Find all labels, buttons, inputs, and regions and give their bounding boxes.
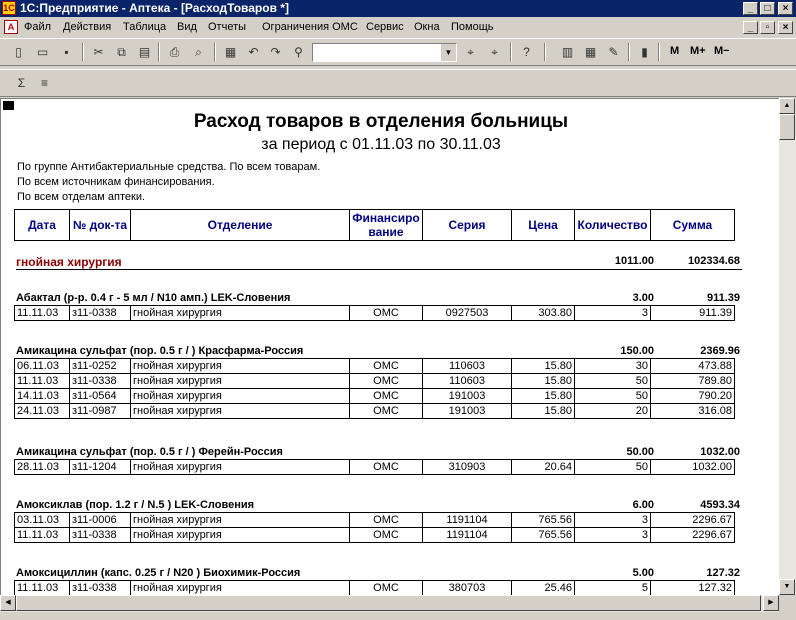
product-total-qty: 6.00: [632, 499, 654, 511]
cell-date: 03.11.03: [15, 513, 70, 528]
cell-doc: з11-0338: [70, 374, 131, 389]
open-folder-icon[interactable]: ▭: [36, 45, 49, 59]
cell-financing: ОМС: [350, 306, 423, 321]
table-row[interactable]: [15, 359, 735, 374]
product-group-header: [16, 345, 742, 359]
product-rows-table: [14, 580, 735, 595]
chevron-down-icon[interactable]: ▼: [440, 44, 456, 61]
cell-qty: 50: [575, 374, 651, 389]
redo-icon[interactable]: ↷: [270, 45, 281, 59]
report-period: за период с 01.11.03 по 30.11.03: [261, 136, 501, 153]
cell-series: 310903: [423, 460, 512, 475]
cell-dept: гнойная хирургия: [131, 528, 350, 543]
cell-financing: ОМС: [350, 389, 423, 404]
table-row[interactable]: [15, 581, 735, 596]
cell-series: 0927503: [423, 306, 512, 321]
product-group-header: [16, 446, 742, 460]
cell-price: 15.80: [512, 389, 575, 404]
cell-qty: 50: [575, 460, 651, 475]
col-header-doc: № док-та: [70, 210, 131, 241]
product-name: Амоксиклав (пор. 1.2 г / N.5 ) LEK-Словения: [16, 499, 255, 511]
scroll-left-icon[interactable]: ◀: [0, 595, 16, 611]
toolbar-separator: [544, 43, 546, 61]
doc-minimize-button[interactable]: _: [743, 21, 758, 34]
title-bar: [0, 0, 796, 17]
cell-date: 11.11.03: [15, 374, 70, 389]
cell-dept: гнойная хирургия: [131, 513, 350, 528]
cell-date: 06.11.03: [15, 359, 70, 374]
report-note: По всем отделам аптеки.: [17, 191, 146, 203]
cell-series: 191003: [423, 404, 512, 419]
col-header-financing-line1: Финансиро: [352, 211, 420, 225]
cell-dept: гнойная хирургия: [131, 389, 350, 404]
main-toolbar: [0, 38, 796, 66]
sum-icon[interactable]: Σ: [17, 76, 26, 90]
scroll-up-icon[interactable]: ▲: [779, 98, 795, 114]
product-total-sum: 127.32: [706, 567, 740, 579]
horizontal-scroll-thumb[interactable]: [16, 595, 761, 611]
cell-qty: 3: [575, 528, 651, 543]
cell-qty: 3: [575, 306, 651, 321]
window-title: 1С:Предприятие - Аптека - [РасходТоваров *]: [20, 1, 289, 15]
cell-price: 20.64: [512, 460, 575, 475]
product-rows-table: [14, 459, 735, 475]
department-sum: 102334.68: [688, 255, 740, 267]
cell-dept: гнойная хирургия: [131, 581, 350, 596]
cell-doc: з11-1204: [70, 460, 131, 475]
product-name: Амоксициллин (капс. 0.25 г / N20 ) Биохимик-Россия: [16, 567, 301, 579]
product-group-header: [16, 499, 742, 513]
menu-actions[interactable]: Действия: [63, 21, 112, 33]
cell-sum: 2296.67: [651, 513, 735, 528]
minimize-button[interactable]: _: [743, 2, 758, 15]
product-total-sum: 911.39: [706, 292, 740, 304]
cell-sum: 2296.67: [651, 528, 735, 543]
cell-qty: 20: [575, 404, 651, 419]
cell-date: 11.11.03: [15, 306, 70, 321]
table-row[interactable]: [15, 374, 735, 389]
app-logo-icon[interactable]: 1С: [3, 3, 15, 13]
cell-qty: 3: [575, 513, 651, 528]
cell-date: 11.11.03: [15, 528, 70, 543]
toolbar-separator: [628, 43, 630, 61]
close-button[interactable]: ×: [778, 2, 793, 15]
vertical-scroll-thumb[interactable]: [779, 114, 795, 140]
search-combobox[interactable]: [312, 43, 457, 62]
calculator-small-icon[interactable]: ▦: [584, 45, 597, 59]
menu-bar: [0, 18, 796, 37]
cell-sum: 789.80: [651, 374, 735, 389]
col-header-series: Серия: [423, 210, 512, 241]
maximize-button[interactable]: □: [760, 2, 775, 15]
report-title: Расход товаров в отделения больницы: [193, 111, 569, 132]
menu-reports[interactable]: Отчеты: [208, 21, 247, 33]
cell-financing: ОМС: [350, 581, 423, 596]
cell-financing: ОМС: [350, 460, 423, 475]
toolbar-separator: [158, 43, 160, 61]
table-row[interactable]: [15, 306, 735, 321]
cell-financing: ОМС: [350, 528, 423, 543]
product-total-qty: 50.00: [626, 446, 654, 458]
menu-oms-limits[interactable]: Ограничения ОМС: [262, 21, 358, 33]
cell-price: 765.56: [512, 528, 575, 543]
cell-price: 765.56: [512, 513, 575, 528]
cell-financing: ОМС: [350, 404, 423, 419]
menu-table[interactable]: Таблица: [123, 21, 167, 33]
horizontal-scrollbar[interactable]: [0, 595, 779, 612]
cell-financing: ОМС: [350, 359, 423, 374]
table-row[interactable]: [15, 389, 735, 404]
coins-icon[interactable]: ≡: [40, 76, 48, 90]
cell-series: 380703: [423, 581, 512, 596]
cell-series: 110603: [423, 359, 512, 374]
product-total-qty: 150.00: [620, 345, 654, 357]
doc-restore-button[interactable]: ▫: [760, 21, 775, 34]
cell-dept: гнойная хирургия: [131, 404, 350, 419]
toolbar-separator: [510, 43, 512, 61]
table-corner-marker[interactable]: [3, 101, 14, 110]
paste-icon[interactable]: ▤: [138, 45, 151, 59]
book-icon[interactable]: ▮: [641, 45, 648, 59]
cell-price: 15.80: [512, 374, 575, 389]
memory-plus-button[interactable]: M+: [690, 45, 706, 57]
vertical-scrollbar[interactable]: [779, 98, 796, 595]
cell-date: 24.11.03: [15, 404, 70, 419]
toolbar-separator: [214, 43, 216, 61]
menu-service[interactable]: Сервис: [366, 21, 404, 33]
table-row[interactable]: [15, 460, 735, 475]
print-preview-icon[interactable]: ⌕: [195, 45, 202, 59]
cell-doc: з11-0564: [70, 389, 131, 404]
product-total-sum: 1032.00: [700, 446, 740, 458]
cell-sum: 127.32: [651, 581, 735, 596]
department-name: гнойная хирургия: [16, 255, 122, 269]
toolbar-separator: [82, 43, 84, 61]
edit-icon[interactable]: ✎: [608, 45, 619, 59]
product-rows-table: [14, 358, 735, 419]
product-rows-table: [14, 305, 735, 321]
cell-qty: 5: [575, 581, 651, 596]
report-header-table: [14, 209, 735, 241]
cell-dept: гнойная хирургия: [131, 306, 350, 321]
cell-qty: 50: [575, 389, 651, 404]
cell-price: 303.80: [512, 306, 575, 321]
find-next-icon[interactable]: ⌖: [467, 45, 474, 59]
cell-price: 15.80: [512, 404, 575, 419]
undo-icon[interactable]: ↶: [248, 45, 259, 59]
product-name: Амикацина сульфат (пор. 0.5 г / ) Красфарма-Россия: [16, 345, 304, 357]
cell-doc: з11-0338: [70, 528, 131, 543]
product-group-header: [16, 567, 742, 581]
department-total-row: [16, 255, 742, 270]
cell-date: 11.11.03: [15, 581, 70, 596]
report-note: По всем источникам финансирования.: [17, 176, 215, 188]
col-header-qty: Количество: [575, 210, 651, 241]
memory-button[interactable]: M: [670, 45, 680, 57]
cell-dept: гнойная хирургия: [131, 374, 350, 389]
calendar-icon[interactable]: ▥: [561, 45, 574, 59]
cell-dept: гнойная хирургия: [131, 460, 350, 475]
col-header-date: Дата: [15, 210, 70, 241]
col-header-price: Цена: [512, 210, 575, 241]
cell-price: 15.80: [512, 359, 575, 374]
cell-qty: 30: [575, 359, 651, 374]
cell-sum: 790.20: [651, 389, 735, 404]
secondary-toolbar: [0, 69, 796, 97]
cell-financing: ОМС: [350, 513, 423, 528]
cell-series: 1191104: [423, 513, 512, 528]
department-qty: 1011.00: [614, 255, 654, 267]
calculator-icon[interactable]: ▦: [224, 45, 237, 59]
table-row[interactable]: [15, 513, 735, 528]
menu-view[interactable]: Вид: [177, 21, 197, 33]
product-group-header: [16, 292, 742, 306]
cell-sum: 473.88: [651, 359, 735, 374]
cell-series: 191003: [423, 389, 512, 404]
col-header-dept: Отделение: [131, 210, 350, 241]
cell-series: 1191104: [423, 528, 512, 543]
cell-doc: з11-0987: [70, 404, 131, 419]
product-name: Амикацина сульфат (пор. 0.5 г / ) Ферейн-Россия: [16, 446, 283, 458]
toolbar-separator: [658, 43, 660, 61]
cell-doc: з11-0338: [70, 306, 131, 321]
doc-close-button[interactable]: ×: [778, 21, 793, 34]
cell-price: 25.46: [512, 581, 575, 596]
help-icon[interactable]: ?: [523, 45, 530, 59]
find-binoculars-icon[interactable]: ⚲: [294, 45, 303, 59]
menu-windows[interactable]: Окна: [414, 21, 440, 33]
menu-file[interactable]: Файл: [24, 21, 52, 33]
product-total-qty: 5.00: [632, 567, 654, 579]
table-row[interactable]: [15, 528, 735, 543]
cell-doc: з11-0252: [70, 359, 131, 374]
product-rows-table: [14, 512, 735, 543]
cell-date: 28.11.03: [15, 460, 70, 475]
col-header-financing: [350, 210, 423, 241]
memory-minus-button[interactable]: M−: [714, 45, 730, 57]
col-header-financing-line2: вание: [368, 225, 404, 239]
cell-financing: ОМС: [350, 374, 423, 389]
cut-icon[interactable]: ✂: [93, 45, 104, 59]
menu-help[interactable]: Помощь: [451, 21, 494, 33]
copy-icon[interactable]: ⧉: [117, 45, 126, 59]
cell-dept: гнойная хирургия: [131, 359, 350, 374]
new-document-icon[interactable]: ▯: [15, 45, 22, 59]
find-prev-icon[interactable]: ⌖: [491, 45, 498, 59]
save-icon[interactable]: ▪: [64, 45, 69, 59]
cell-series: 110603: [423, 374, 512, 389]
product-name: Абактал (р-р. 0.4 г - 5 мл / N10 амп.) LEK-Словения: [16, 292, 291, 304]
print-icon[interactable]: ⎙: [169, 45, 180, 59]
table-row[interactable]: [15, 404, 735, 419]
product-total-sum: 2369.96: [700, 345, 740, 357]
report-document: [0, 98, 779, 595]
document-icon[interactable]: A: [4, 20, 18, 34]
cell-doc: з11-0006: [70, 513, 131, 528]
cell-sum: 911.39: [651, 306, 735, 321]
product-total-qty: 3.00: [632, 292, 654, 304]
window-bottom-edge: [0, 612, 796, 620]
cell-date: 14.11.03: [15, 389, 70, 404]
scroll-down-icon[interactable]: ▼: [779, 579, 795, 595]
cell-sum: 1032.00: [651, 460, 735, 475]
report-note: По группе Антибактериальные средства. По всем товарам.: [17, 161, 321, 173]
cell-sum: 316.08: [651, 404, 735, 419]
col-header-sum: Сумма: [651, 210, 735, 241]
cell-doc: з11-0338: [70, 581, 131, 596]
scroll-right-icon[interactable]: ▶: [763, 595, 779, 611]
product-total-sum: 4593.34: [700, 499, 740, 511]
